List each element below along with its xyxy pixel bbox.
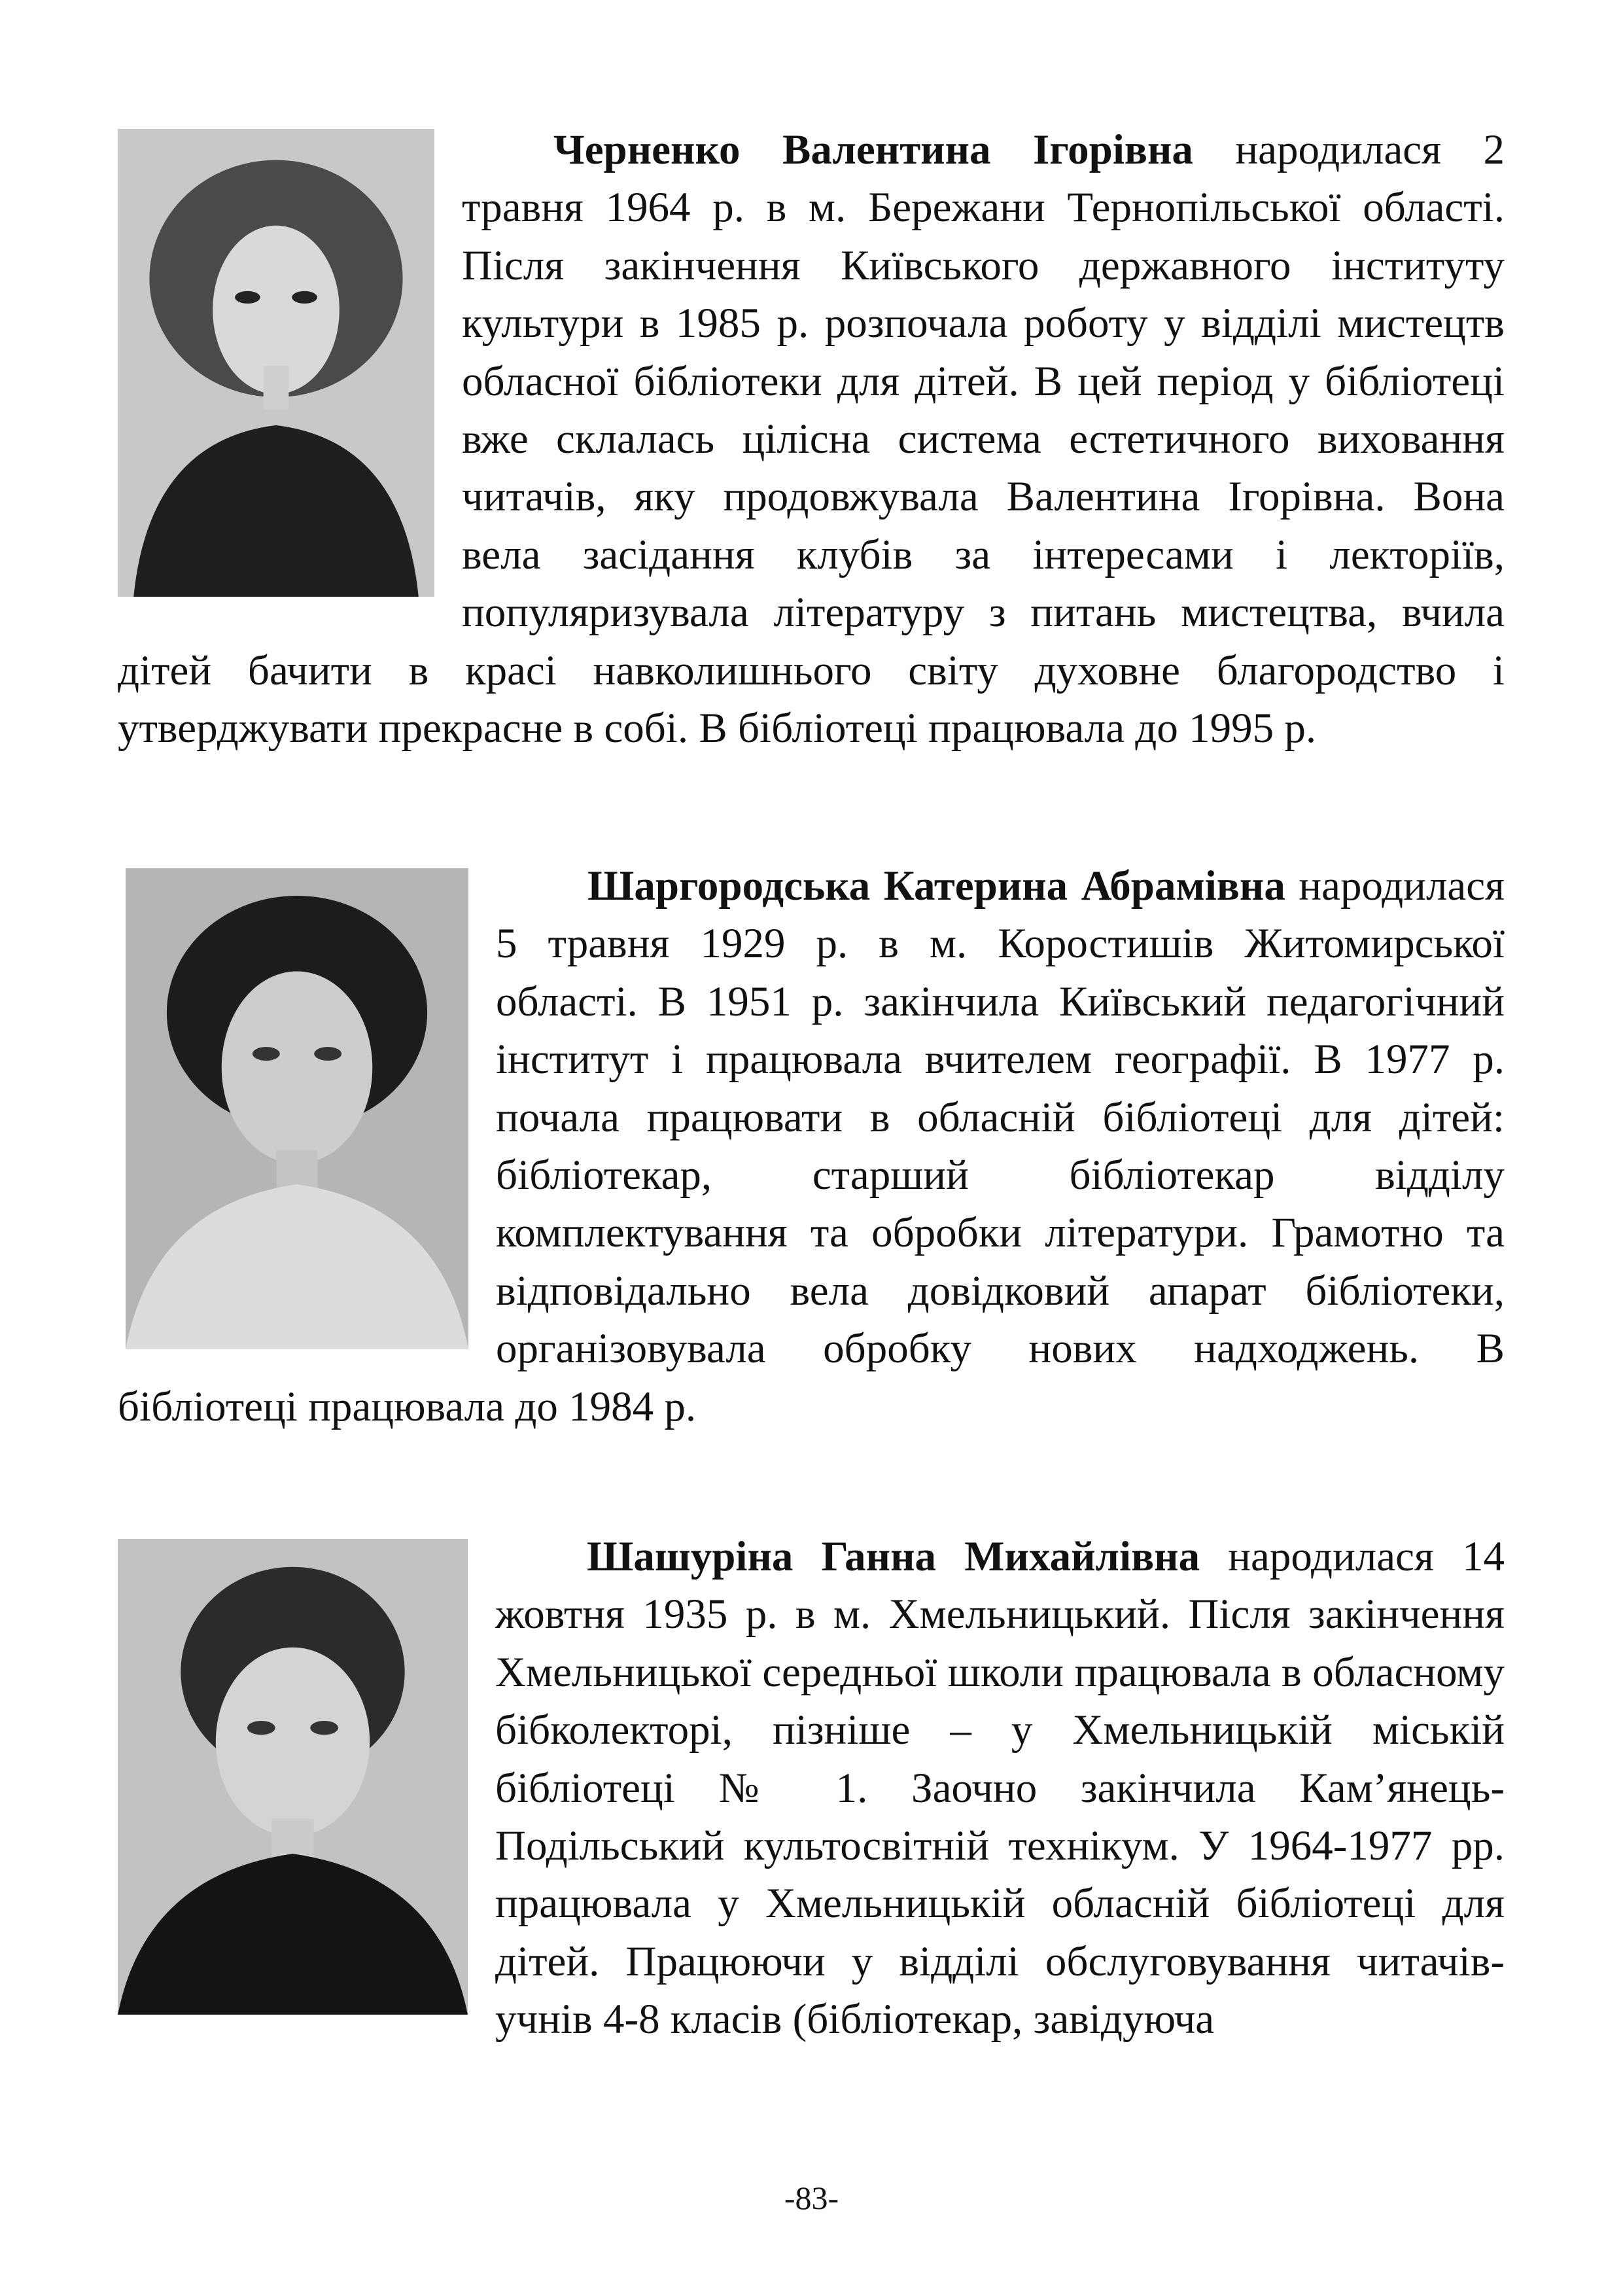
biography-text: народилася 5 травня 1929 р. в м. Коростишів Житомирської області. В 1951 р. закінчила Київський педагогічний інститут і працювала вчителем географії. В 1977 р. почала працювати в обласній бібліотеці для дітей: бібліотекар, старший бібліотекар відділу комплектування та обробки літератури. Грамотно та відповідально вела довідковий апарат бібліотеки, організовувала обробку нових надходжень. В бібліотеці працювала до 1984 р.: [118, 862, 1505, 1430]
biography-text: народилася 14 жовтня 1935 р. в м. Хмельницький. Після закінчення Хмельницької середньої школи працювала в обласному бібколекторі, пізніше – у Хмельницькій міській бібліотеці № 1. Заочно закінчила Кам’янець-Подільський культосвітній технікум. У 1964-1977 рр. працювала у Хмельницькій обласній бібліотеці для дітей. Працюючи у відділі обслуговування читачів-учнів 4-8 класів (бібліотекар, завідуюча: [495, 1533, 1505, 2043]
biography-text: народилася 2 травня 1964 р. в м. Бережани Тернопільської області. Після закінчення Київського державного інституту культури в 1985 р. розпочала роботу у відділі мистецтв обласної бібліотеки для дітей. В цей період у бібліотеці вже склалась цілісна система естетичного виховання читачів, яку продовжувала Валентина Ігорівна. Вона вела засідання клубів за інтересами і лекторіїв, популяризувала літературу з питань мистецтва, вчила дітей бачити в красі навколишнього світу духовне благородство і утверджувати прекрасне в собі. В бібліотеці працювала до 1995 р.: [118, 126, 1505, 752]
person-name: Шашуріна Ганна Михайлівна: [587, 1533, 1200, 1580]
portrait-photo-1: [118, 129, 434, 597]
biography-entry-2: [118, 857, 1505, 1436]
person-name: Шаргородська Катерина Абрамівна: [587, 862, 1285, 910]
portrait-photo-3: [118, 1539, 468, 2015]
portrait-photo-2: [126, 868, 468, 1349]
biography-entry-1: [118, 121, 1505, 757]
person-name: Черненко Валентина Ігорівна: [553, 126, 1193, 173]
biography-entry-3: [118, 1528, 1505, 2049]
page-number: -83-: [784, 2180, 839, 2216]
